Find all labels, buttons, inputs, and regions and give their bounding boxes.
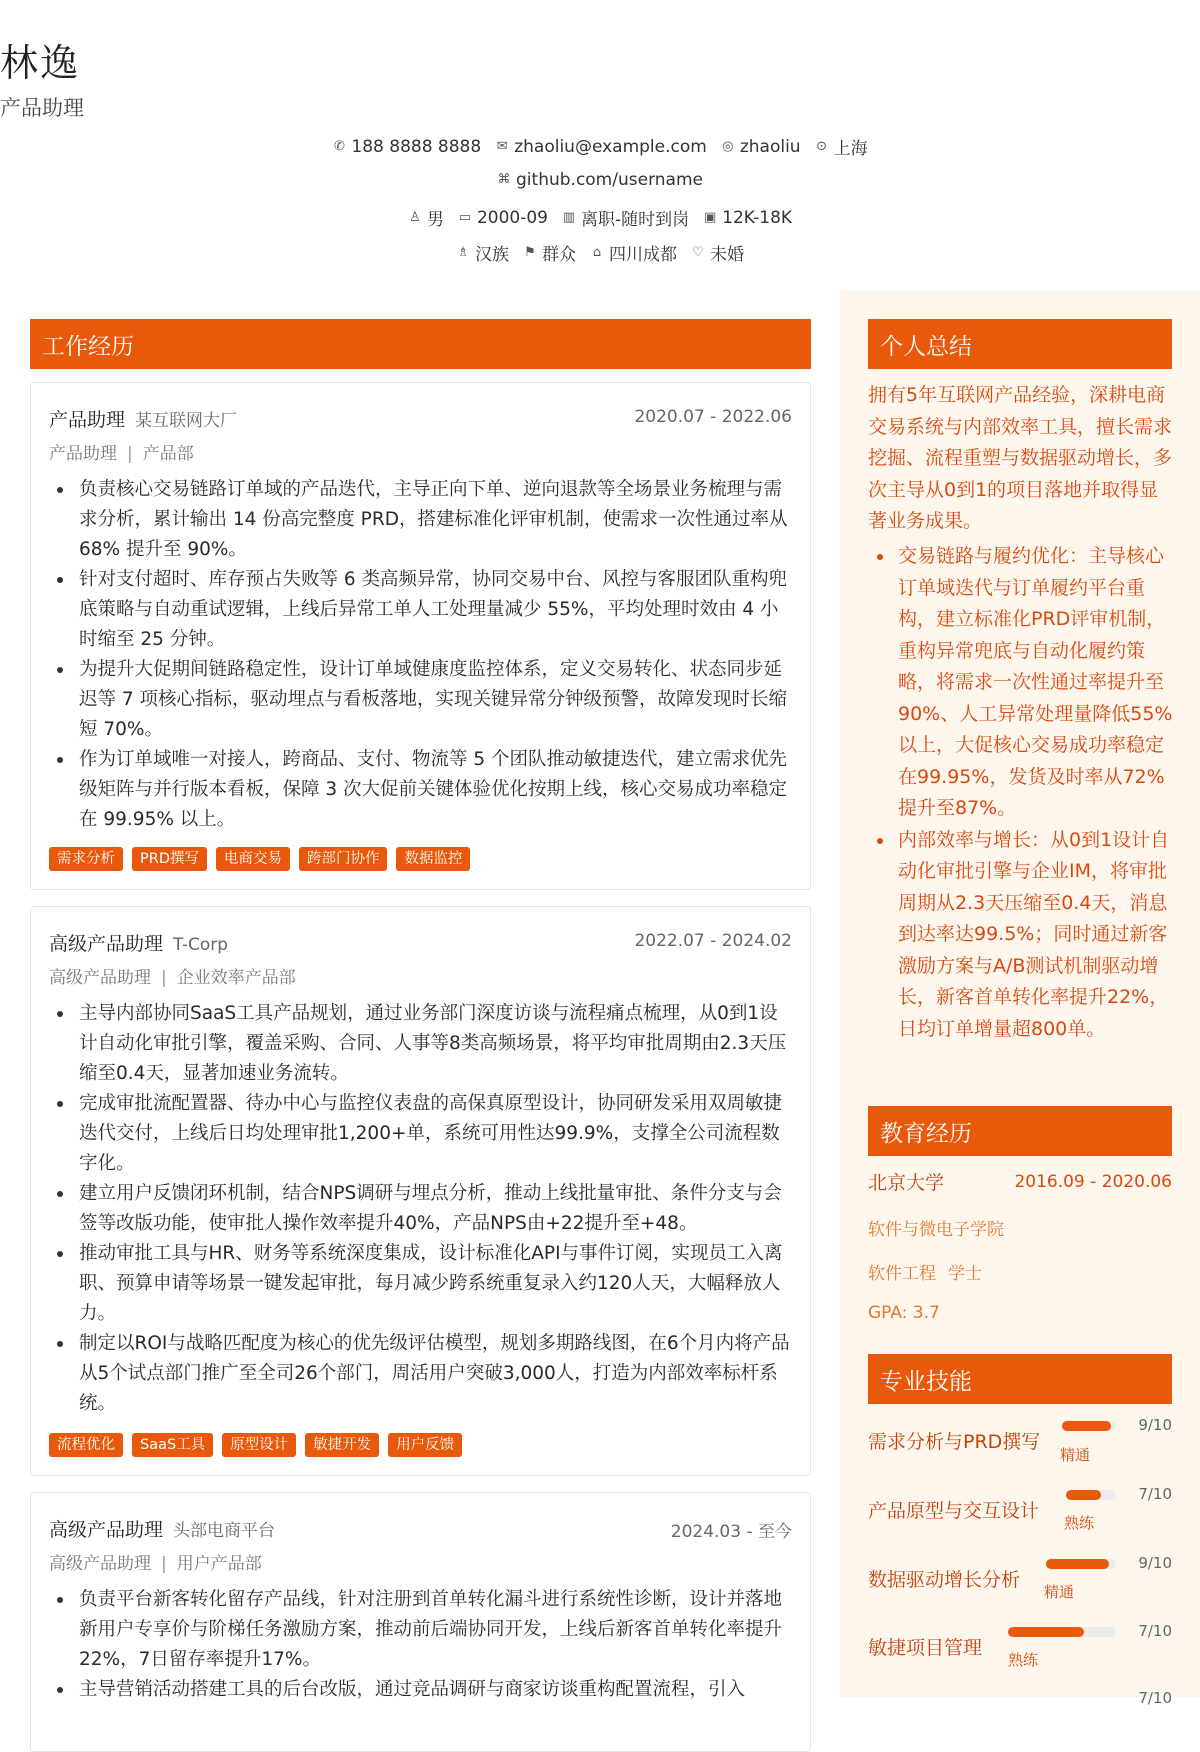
marital-text: 未婚 [710, 245, 744, 265]
work-section-header: 工作经历 [30, 319, 811, 369]
job-bullet: 针对支付超时、库存预占失败等 6 类高频异常，协同交易中台、风控与客服团队重构兜底策略与自动重试逻辑，上线后异常工单人工处理量减少 55%，平均处理时效由 4 小时缩至 25 分钟。 [49, 565, 792, 655]
summary-bullets [868, 541, 1173, 1045]
job-dates: 2020.07 - 2022.06 [634, 407, 792, 427]
job-dept: 产品部 [142, 444, 194, 464]
job-bullet: 建立用户反馈闭环机制，结合NPS调研与埋点分析，推动上线批量审批、条件分支与会签等改版功能，使审批人操作效率提升40%，产品NPS由+22提升至+48。 [49, 1179, 792, 1239]
skill-tag: 用户反馈 [388, 1433, 462, 1457]
skill-name: 产品原型与交互设计 [868, 1500, 1040, 1522]
job-card [30, 1492, 811, 1752]
skill-tag: 数据监控 [396, 847, 470, 871]
heart-icon: ♡ [692, 244, 704, 260]
ethnicity-text: 汉族 [475, 245, 509, 265]
summary-bullet: 交易链路与履约优化：主导核心订单域迭代与订单履约平台重构，建立标准化PRD评审机制，重构异常兜底与自动化履约策略，将需求一次性通过率提升至90%、人工异常处理量降低55%以上，大促核心交易成功率稳定在99.95%，发货及时率从72%提升至87%。 [868, 541, 1173, 825]
skill-tag: 需求分析 [49, 847, 123, 871]
gender-item [408, 205, 444, 230]
skill-tag: 流程优化 [49, 1433, 123, 1457]
skill-tag: 敏捷开发 [305, 1433, 379, 1457]
skill-progress-fill [1066, 1490, 1101, 1500]
hometown-text: 四川成都 [609, 245, 677, 265]
skill-progress-bar [1066, 1490, 1116, 1500]
edu-degree: 学士 [948, 1264, 982, 1284]
job-role: 产品助理 [49, 409, 126, 431]
wechat-item [721, 134, 801, 159]
ethnicity-item [456, 240, 509, 265]
job-bullet: 推动审批工具与HR、财务等系统深度集成，设计标准化API与事件订阅，实现员工入离职、预算申请等场景一键发起审批，每月减少跨系统重复录入约120人天，大幅释放人力。 [49, 1239, 792, 1329]
skill-progress-fill [1008, 1627, 1084, 1637]
users-icon: ♗ [457, 244, 469, 260]
contact-row [0, 134, 1200, 159]
birth-text: 2000-09 [476, 207, 548, 228]
political-item [523, 240, 576, 265]
job-position: 高级产品助理 [49, 968, 151, 988]
summary-bullet: 内部效率与增长：从0到1设计自动化审批引擎与企业IM，将审批周期从2.3天压缩至0.4天，消息到达率达99.5%；同时通过新客激励方案与A/B测试机制驱动增长，新客首单转化率提升22%，日均订单增量超800单。 [868, 825, 1173, 1046]
job-position: 产品助理 [49, 444, 117, 464]
basic-info-row [0, 205, 1200, 230]
skill-tag: 跨部门协作 [299, 847, 388, 871]
edu-college: 软件与微电子学院 [868, 1220, 1004, 1240]
flag-icon: ⚑ [524, 244, 536, 260]
skill-level: 精通 [1044, 1583, 1075, 1601]
job-dates: 2024.03 - 至今 [670, 1522, 792, 1542]
job-company: T-Corp [173, 935, 229, 955]
job-bullet: 主导内部协同SaaS工具产品规划，通过业务部门深度访谈与流程痛点梳理，从0到1设计自动化审批引擎，覆盖采购、合同、人事等8类高频场景，将平均审批周期由2.3天压缩至0.4天，显著加速业务流转。 [49, 999, 792, 1089]
job-dates: 2022.07 - 2024.02 [634, 931, 792, 951]
job-bullet: 制定以ROI与战略匹配度为核心的优先级评估模型，规划多期路线图，在6个月内将产品从5个试点部门推广至全司26个部门，周活用户突破3,000人，打造为内部效率标杆系统。 [49, 1329, 792, 1419]
wechat-text: zhaoliu [739, 136, 801, 157]
location-item [815, 134, 868, 159]
job-header [49, 929, 792, 955]
mail-icon: ✉ [496, 138, 508, 154]
skill-level: 熟练 [1064, 1514, 1095, 1532]
gender-text: 男 [426, 210, 444, 230]
edu-school: 北京大学 [868, 1172, 945, 1194]
marital-item [691, 240, 744, 265]
job-bullet: 作为订单域唯一对接人，跨商品、支付、物流等 5 个团队推动敏捷迭代，建立需求优先级矩阵与并行版本看板，保障 3 次大促前关键体验优化按期上线，核心交易成功率稳定在 99.95% 以上。 [49, 745, 792, 835]
job-dept: 企业效率产品部 [176, 968, 296, 988]
job-card [30, 906, 811, 1476]
skill-tag: 原型设计 [222, 1433, 296, 1457]
skill-tag: 电商交易 [216, 847, 290, 871]
skill-name: 需求分析与PRD撰写 [868, 1431, 1041, 1453]
money-icon: ▣ [703, 209, 717, 225]
summary-section-header: 个人总结 [868, 319, 1172, 369]
skill-level: 精通 [1060, 1446, 1091, 1464]
job-tags [49, 1433, 462, 1457]
job-bullet: 主导营销活动搭建工具的后台改版，通过竞品调研与商家访谈重构配置流程，引入 [49, 1675, 792, 1705]
job-bullets [49, 999, 792, 1419]
skill-progress-fill [1046, 1559, 1109, 1569]
skill-score: 7/10 [1138, 1622, 1172, 1640]
skill-score: 9/10 [1138, 1554, 1172, 1572]
skill-score: 7/10 [1138, 1689, 1172, 1707]
job-bullet: 为提升大促期间链路稳定性，设计订单域健康度监控体系，定义交易转化、状态同步延迟等 7 项核心指标，驱动埋点与看板落地，实现关键异常分钟级预警，故障发现时长缩短 70%。 [49, 655, 792, 745]
skill-progress-bar [1062, 1421, 1116, 1431]
job-subtitle: 高级产品助理 | 用户产品部 [49, 1554, 262, 1574]
github-text: github.com/username [516, 170, 703, 190]
edu-major-degree [868, 1259, 982, 1284]
job-header [49, 405, 792, 431]
wechat-icon: ◎ [722, 138, 734, 154]
email-item[interactable] [495, 134, 707, 159]
edu-gpa: GPA: 3.7 [868, 1303, 940, 1323]
phone-icon: ✆ [333, 138, 345, 154]
job-bullet: 完成审批流配置器、待办中心与监控仪表盘的高保真原型设计，协同研发采用双周敏捷迭代交付，上线后日均处理审批1,200+单，系统可用性达99.9%，支撑全公司流程数字化。 [49, 1089, 792, 1179]
salary-item [703, 205, 792, 230]
candidate-name: 林逸 [0, 41, 81, 85]
job-card [30, 382, 811, 890]
location-pin-icon: ⊙ [816, 138, 828, 154]
hometown-item [590, 240, 677, 265]
skill-progress-bar [1008, 1627, 1116, 1637]
user-icon: ♙ [409, 209, 421, 225]
salary-text: 12K-18K [722, 207, 793, 228]
skills-section-header: 专业技能 [868, 1354, 1172, 1404]
job-bullets [49, 1585, 792, 1705]
location-text: 上海 [833, 139, 868, 159]
job-subtitle: 产品助理 | 产品部 [49, 444, 194, 464]
job-role: 高级产品助理 [49, 933, 164, 955]
github-item[interactable] [497, 170, 703, 190]
political-text: 群众 [542, 245, 576, 265]
status-text: 离职-随时到岗 [580, 210, 690, 230]
birth-item [458, 205, 548, 230]
job-bullets [49, 475, 792, 835]
skill-progress-bar [1046, 1559, 1116, 1569]
job-bullet: 负责平台新客转化留存产品线，针对注册到首单转化漏斗进行系统性诊断，设计并落地新用户专享价与阶梯任务激励方案，推动前后端协同开发，上线后新客首单转化率提升22%，7日留存率提升17%。 [49, 1585, 792, 1675]
skill-score: 7/10 [1138, 1485, 1172, 1503]
github-icon: ⌘ [497, 172, 511, 187]
job-company: 头部电商平台 [173, 1521, 276, 1541]
job-tags [49, 847, 470, 871]
job-subtitle: 高级产品助理 | 企业效率产品部 [49, 968, 296, 988]
candidate-title: 产品助理 [0, 96, 84, 120]
github-row [0, 170, 1200, 190]
home-icon: ⌂ [592, 244, 602, 260]
edu-major: 软件工程 [868, 1264, 936, 1284]
calendar-icon: ▭ [458, 209, 472, 225]
skill-name: 数据驱动增长分析 [868, 1569, 1021, 1591]
job-position: 高级产品助理 [49, 1554, 151, 1574]
summary-text: 拥有5年互联网产品经验，深耕电商交易系统与内部效率工具，擅长需求挖掘、流程重塑与数据驱动增长，多次主导从0到1的项目落地并取得显著业务成果。 [868, 384, 1173, 532]
job-dept: 用户产品部 [176, 1554, 262, 1574]
edu-dates: 2016.09 - 2020.06 [1014, 1172, 1172, 1192]
personal-info-row [0, 240, 1200, 265]
email-text: zhaoliu@example.com [514, 136, 707, 157]
building-icon: ▥ [562, 209, 576, 225]
status-item [562, 205, 689, 230]
job-company: 某互联网大厂 [135, 411, 238, 431]
job-role: 高级产品助理 [49, 1519, 164, 1541]
job-header [49, 1515, 792, 1541]
skill-tag: SaaS工具 [132, 1433, 213, 1457]
skill-progress-fill [1062, 1421, 1111, 1431]
education-section-header: 教育经历 [868, 1106, 1172, 1156]
phone-item[interactable] [332, 134, 481, 159]
skill-score: 9/10 [1138, 1416, 1172, 1434]
phone-text: 188 8888 8888 [351, 136, 482, 157]
skill-tag: PRD撰写 [132, 847, 207, 871]
skill-level: 熟练 [1008, 1651, 1039, 1669]
skill-name: 敏捷项目管理 [868, 1637, 983, 1659]
job-bullet: 负责核心交易链路订单域的产品迭代，主导正向下单、逆向退款等全场景业务梳理与需求分析，累计输出 14 份高完整度 PRD，搭建标准化评审机制，使需求一次性通过率从 68% 提升至 90%。 [49, 475, 792, 565]
